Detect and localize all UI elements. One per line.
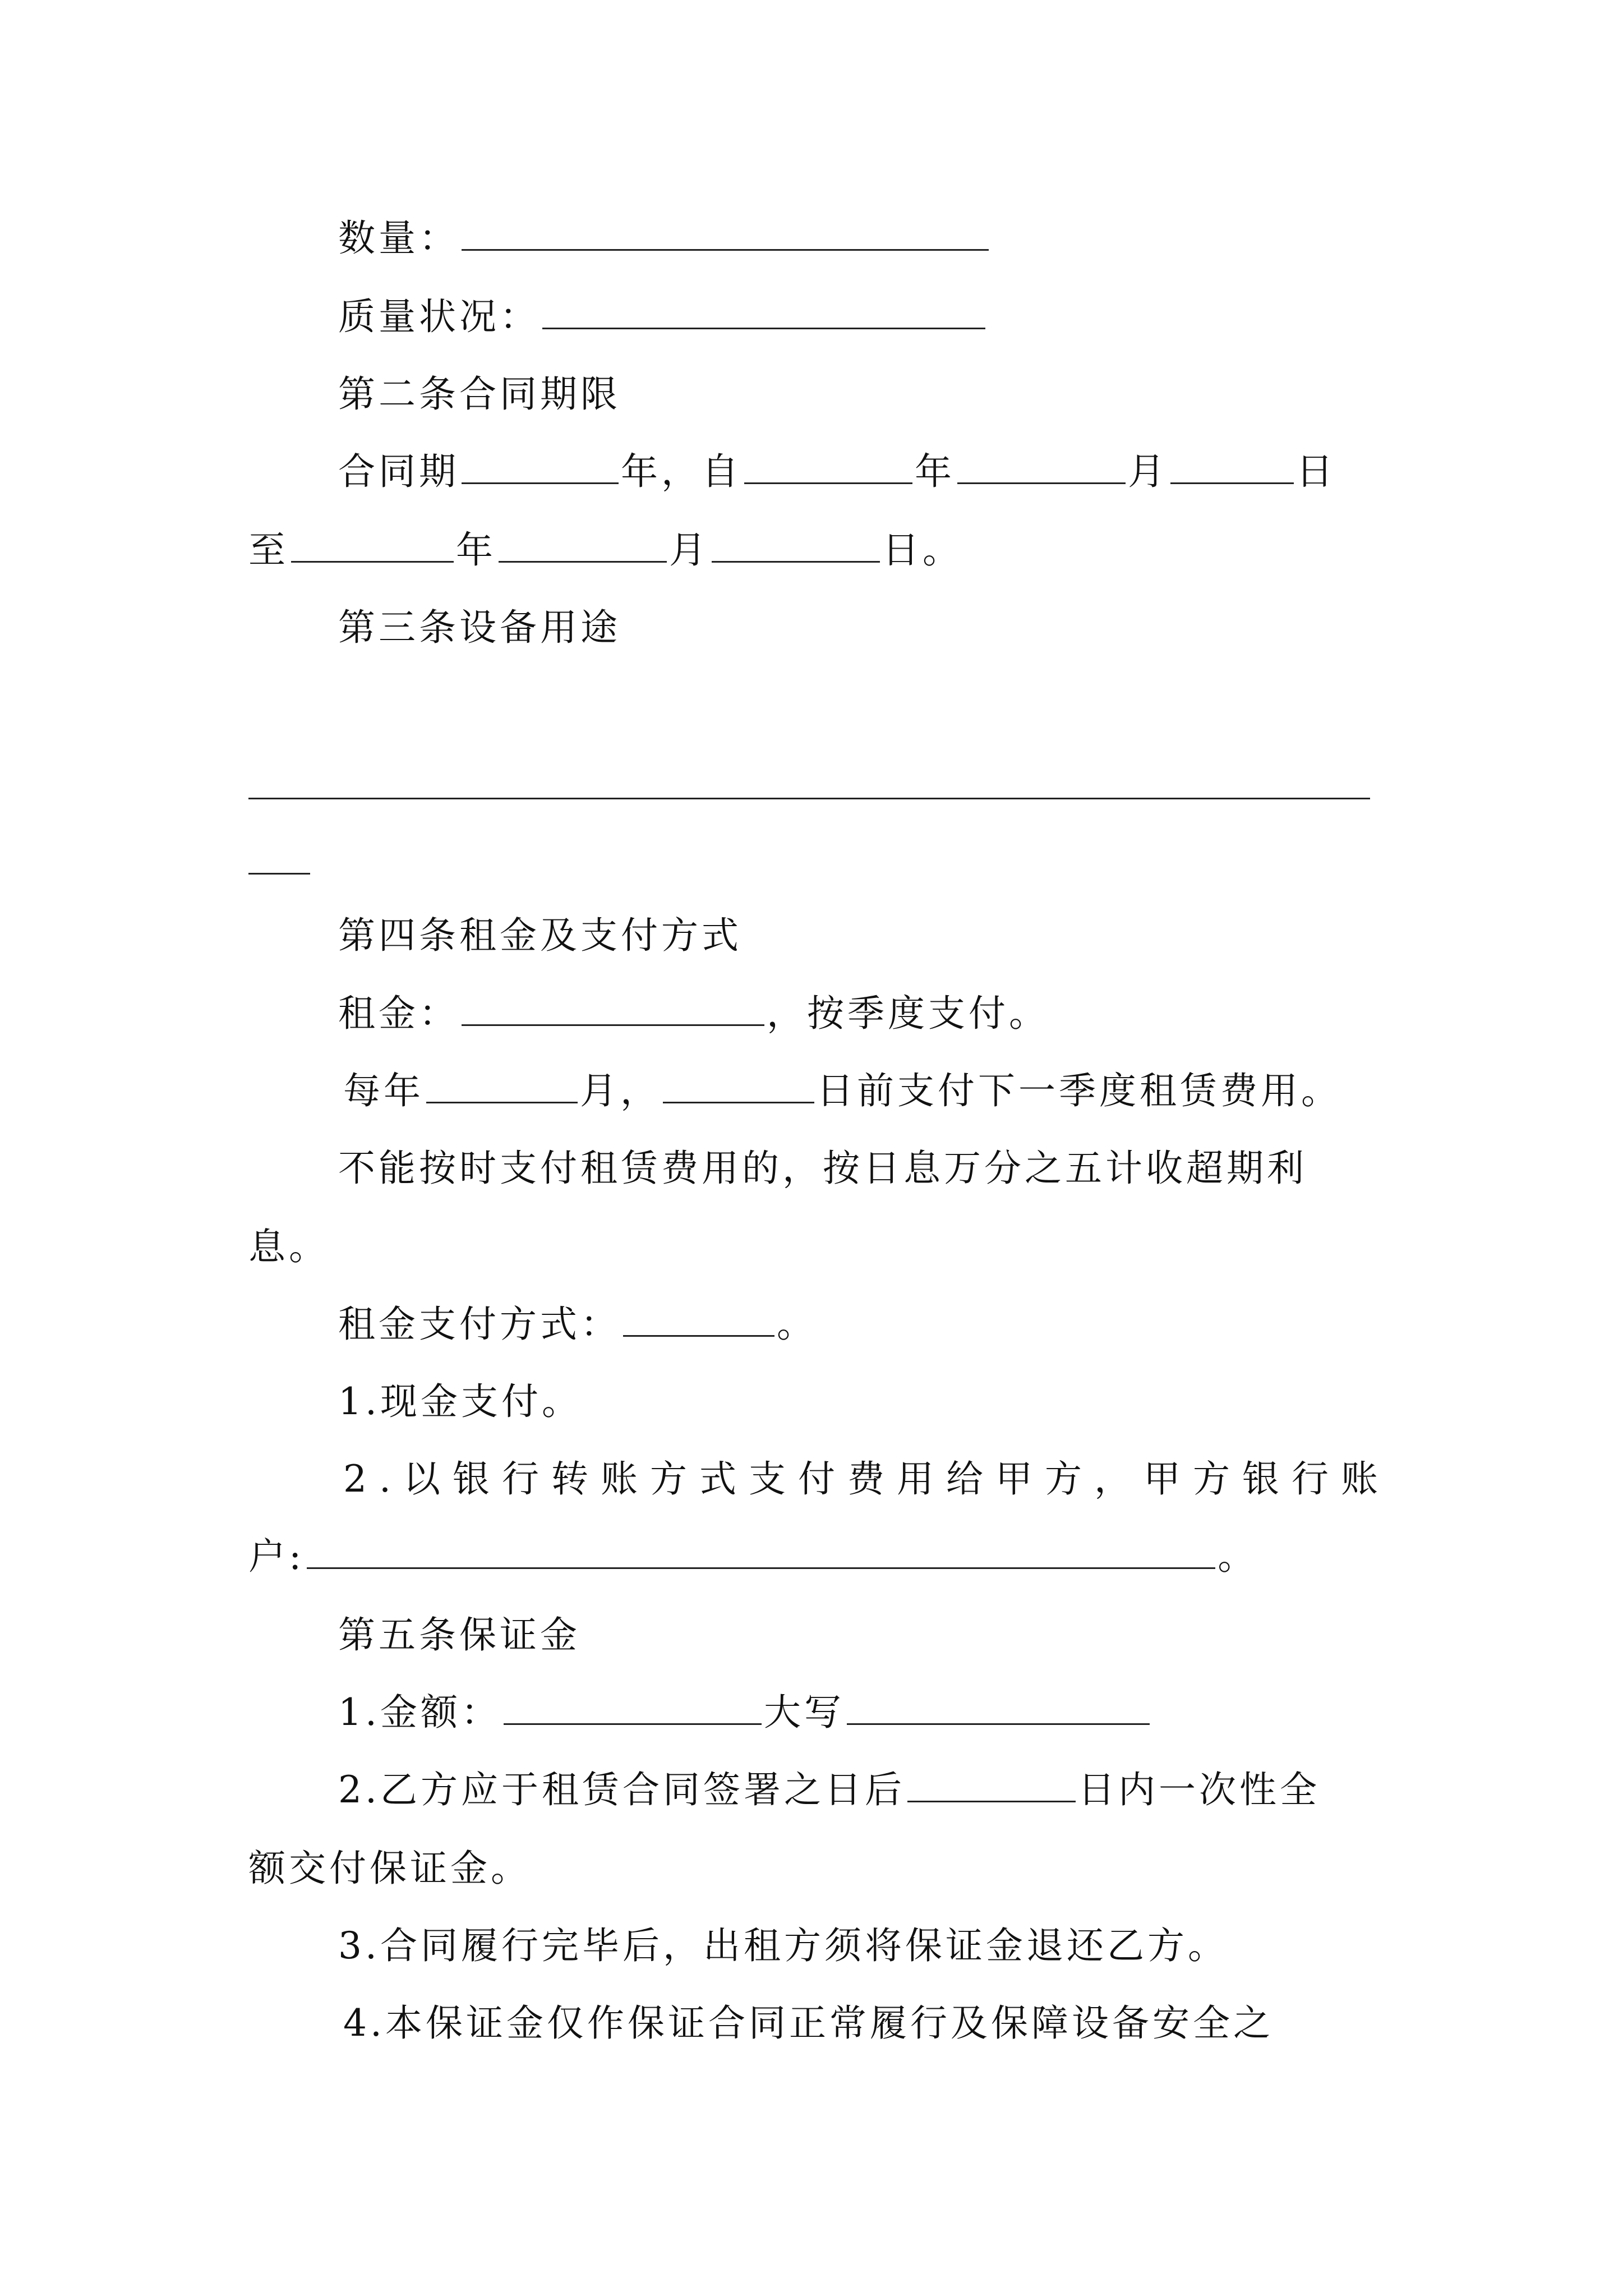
payment-date-line	[343, 1060, 1341, 1122]
month-char: 月	[1128, 450, 1168, 493]
quantity-line	[338, 208, 991, 269]
account-label: 户:	[248, 1535, 305, 1578]
day-end: 日。	[882, 528, 963, 572]
quantity-blank	[462, 214, 989, 251]
purpose-blank-line-1	[248, 798, 1370, 799]
deposit-3-text: 3.合同履行完毕后，出租方须将保证金退还乙方。	[338, 1924, 1228, 1967]
article-2-title-text: 第二条合同期限	[338, 372, 621, 416]
start-month-blank	[957, 448, 1126, 484]
capital-label: 大写	[763, 1691, 845, 1734]
deposit-amount-line	[338, 1682, 1152, 1743]
deposit-capital-blank	[847, 1688, 1150, 1725]
deposit-amount-blank	[504, 1688, 762, 1725]
deposit-2-line-2	[248, 1838, 531, 1899]
term-line-1	[338, 441, 1336, 503]
deposit-4-line	[343, 1993, 1274, 2054]
deposit-2-line-1	[338, 1759, 1320, 1821]
term-line-2	[248, 519, 963, 581]
method-2-line-1	[343, 1448, 1390, 1510]
payment-day-blank	[663, 1067, 814, 1103]
rent-label: 租金：	[338, 992, 459, 1035]
term-prefix: 合同期	[338, 450, 459, 493]
deposit-amount-label: 1.金额：	[338, 1691, 501, 1734]
method-1-text: 1.现金支付。	[338, 1380, 582, 1423]
bank-account-blank	[307, 1533, 1215, 1569]
period: 。	[777, 1303, 817, 1346]
quality-label: 质量状况：	[338, 295, 540, 338]
start-day-blank	[1170, 448, 1294, 484]
month-comma-text: 月，	[580, 1069, 661, 1112]
end-day-blank	[712, 526, 880, 563]
purpose-blank-line-2	[248, 873, 310, 875]
quantity-label: 数量：	[338, 217, 459, 260]
pay-before-text: 日前支付下一季度租赁费用。	[817, 1069, 1341, 1112]
deposit-2-text-2: 额交付保证金。	[248, 1847, 531, 1890]
payment-method-label: 租金支付方式：	[338, 1303, 621, 1346]
start-year-blank	[744, 448, 912, 484]
deposit-2-suffix: 日内一次性全	[1077, 1768, 1320, 1811]
end-month-blank	[499, 526, 667, 563]
period: 。	[1218, 1535, 1258, 1578]
rent-suffix: ，按季度支付。	[767, 992, 1049, 1035]
article-3-title-text: 第三条设备用途	[338, 606, 621, 649]
month-char: 月	[669, 528, 709, 572]
rent-blank	[462, 990, 764, 1026]
deposit-3-line	[338, 1915, 1228, 1977]
late-fee-text-1: 不能按时支付租赁费用的，按日息万分之五计收超期利	[338, 1147, 1307, 1190]
payment-month-blank	[426, 1067, 578, 1103]
bank-account-line	[248, 1526, 1258, 1588]
quality-blank	[542, 293, 985, 329]
payment-method-blank	[623, 1300, 774, 1337]
payment-method-line	[338, 1294, 817, 1355]
day-char: 日	[1296, 450, 1336, 493]
deposit-4-text: 4.本保证金仅作保证合同正常履行及保障设备安全之	[343, 2001, 1274, 2045]
late-fee-line-2	[248, 1216, 329, 1278]
article-5-title-text: 第五条保证金	[338, 1613, 580, 1657]
deposit-2-prefix: 2.乙方应于租赁合同签署之日后	[338, 1768, 905, 1811]
method-1-line	[338, 1371, 582, 1433]
late-fee-text-2: 息。	[248, 1225, 329, 1268]
each-year-text: 每年	[343, 1069, 424, 1112]
term-years-blank	[462, 448, 619, 484]
year-char: 年	[621, 450, 661, 493]
article-2-title	[338, 364, 621, 425]
article-3-title	[338, 597, 621, 659]
year-char: 年	[915, 450, 955, 493]
article-4-title-text: 第四条租金及支付方式	[338, 914, 742, 957]
article-5-title	[338, 1604, 580, 1666]
late-fee-line-1	[338, 1138, 1307, 1199]
rent-line	[338, 983, 1049, 1045]
year-char: 年	[456, 528, 496, 572]
deposit-days-blank	[907, 1766, 1076, 1802]
method-2-text: 2.以银行转账方式支付费用给甲方，甲方银行账	[343, 1457, 1390, 1501]
end-year-blank	[291, 526, 454, 563]
from-text: ，自	[661, 450, 742, 493]
quality-line	[338, 286, 988, 348]
to-char: 至	[248, 528, 289, 572]
article-4-title	[338, 905, 742, 967]
